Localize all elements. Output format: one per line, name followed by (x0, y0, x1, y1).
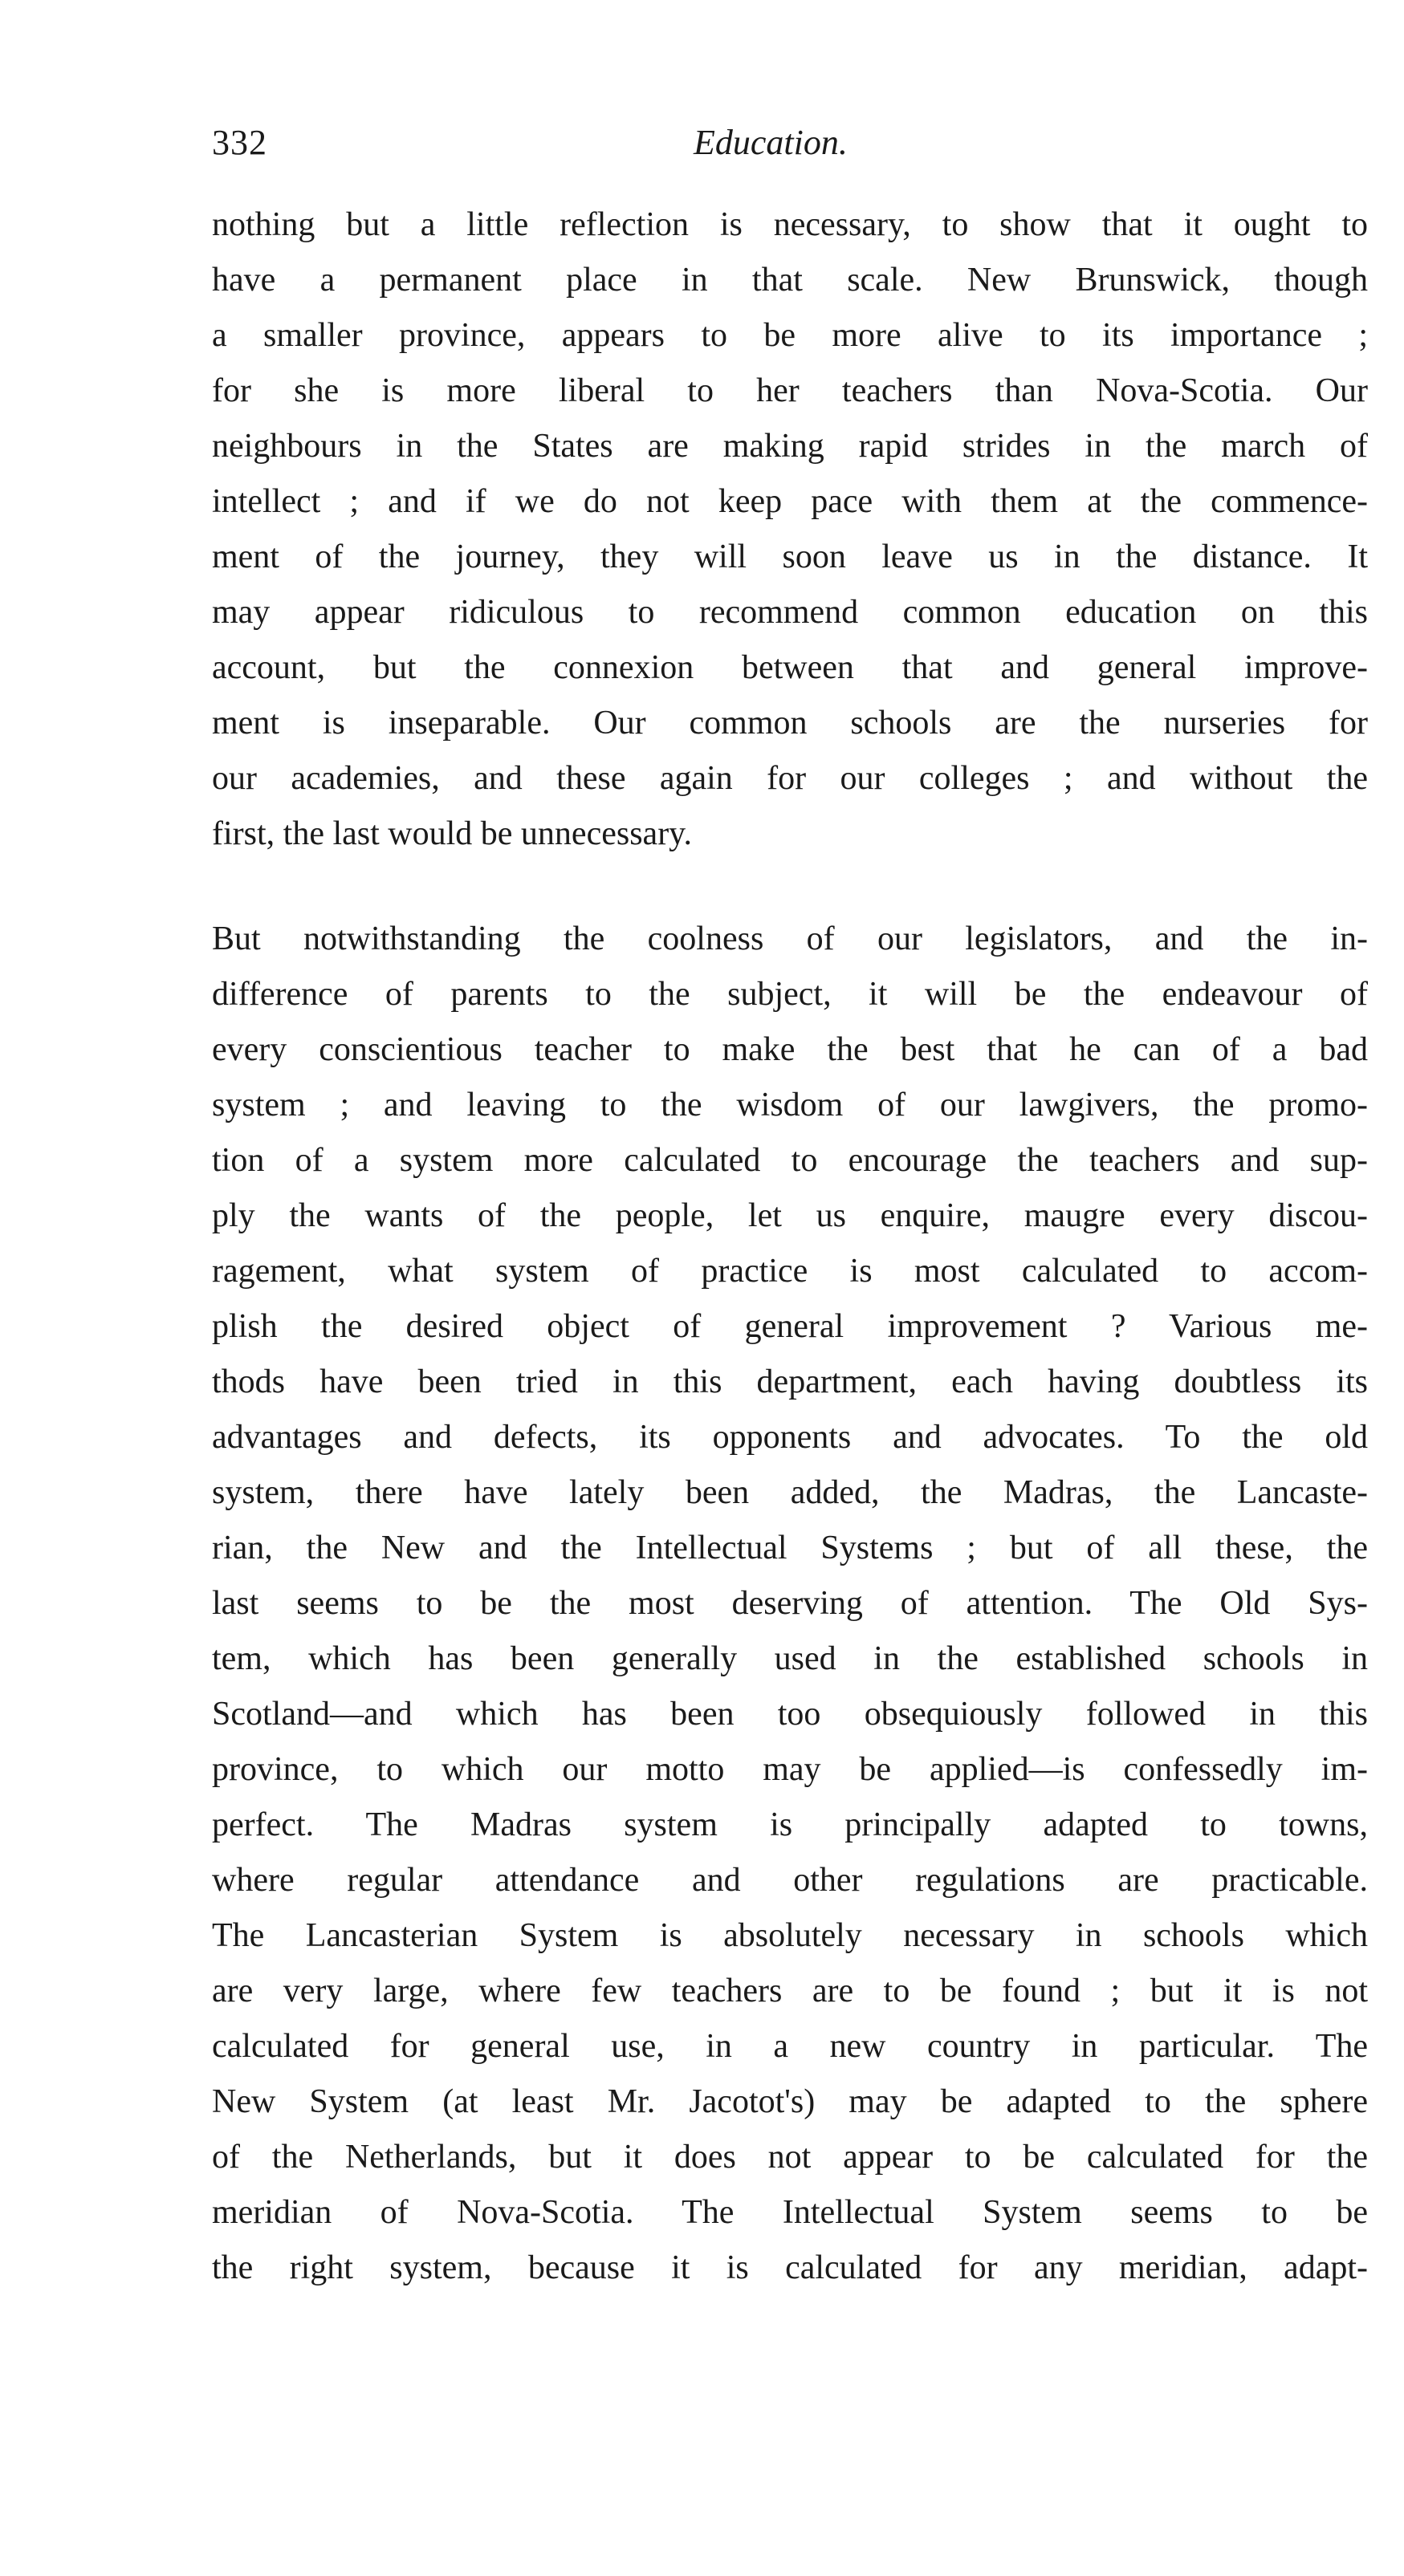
text-line: ragement, what system of practice is most calculated to accom- (212, 1253, 1368, 1290)
text-line: tion of a system more calculated to encourage the teachers and sup- (212, 1142, 1368, 1179)
text-line: may appear ridiculous to recommend common education on this (212, 594, 1368, 631)
text-line: tem, which has been generally used in the established schools in (212, 1640, 1368, 1677)
running-title: Education. (694, 123, 848, 162)
paragraph-1 (212, 197, 1368, 862)
text-line: for she is more liberal to her teachers than Nova-Scotia. Our (212, 372, 1368, 409)
text-line: are very large, where few teachers are to be found ; but it is not (212, 1973, 1368, 2009)
text-line: a smaller province, appears to be more alive to its importance ; (212, 317, 1368, 354)
text-line: where regular attendance and other regulations are practicable. (212, 1862, 1368, 1899)
text-line: ply the wants of the people, let us enquire, maugre every discou- (212, 1197, 1368, 1234)
text-line: province, to which our motto may be applied—is confessedly im- (212, 1751, 1368, 1788)
text-line: ment of the journey, they will soon leave us in the distance. It (212, 538, 1368, 575)
text-line: advantages and defects, its opponents and advocates. To the old (212, 1419, 1368, 1456)
text-line: rian, the New and the Intellectual Systems ; but of all these, the (212, 1530, 1368, 1566)
text-line: The Lancasterian System is absolutely necessary in schools which (212, 1917, 1368, 1954)
text-line: But notwithstanding the coolness of our legislators, and the in- (212, 920, 1368, 957)
text-line: calculated for general use, in a new country in particular. The (212, 2028, 1368, 2065)
text-line: our academies, and these again for our colleges ; and without the (212, 760, 1368, 797)
text-line: first, the last would be unnecessary. (212, 815, 692, 852)
text-line: New System (at least Mr. Jacotot's) may be adapted to the sphere (212, 2083, 1368, 2120)
text-line: last seems to be the most deserving of attention. The Old Sys- (212, 1585, 1368, 1622)
text-line: every conscientious teacher to make the best that he can of a bad (212, 1031, 1368, 1068)
text-line: neighbours in the States are making rapid strides in the march of (212, 428, 1368, 465)
text-line: of the Netherlands, but it does not appear to be calculated for the (212, 2139, 1368, 2176)
running-head (212, 122, 1360, 170)
text-line: meridian of Nova-Scotia. The Intellectual System seems to be (212, 2194, 1368, 2231)
page-number: 332 (212, 123, 267, 162)
text-line: thods have been tried in this department, each having doubtless its (212, 1363, 1368, 1400)
text-line: system ; and leaving to the wisdom of our lawgivers, the promo- (212, 1087, 1368, 1123)
text-line: ment is inseparable. Our common schools are the nurseries for (212, 705, 1368, 742)
text-line: account, but the connexion between that and general improve- (212, 649, 1368, 686)
text-line: the right system, because it is calculated for any meridian, adapt- (212, 2249, 1368, 2286)
text-line: perfect. The Madras system is principally adapted to towns, (212, 1806, 1368, 1843)
text-line: nothing but a little reflection is necessary, to show that it ought to (212, 206, 1368, 243)
text-line: difference of parents to the subject, it will be the endeavour of (212, 976, 1368, 1013)
text-line: Scotland—and which has been too obsequiously followed in this (212, 1696, 1368, 1733)
text-line: system, there have lately been added, the Madras, the Lancaste- (212, 1474, 1368, 1511)
text-line: intellect ; and if we do not keep pace with them at the commence- (212, 483, 1368, 520)
text-line: have a permanent place in that scale. New Brunswick, though (212, 262, 1368, 299)
paragraph-2 (212, 912, 1368, 2296)
text-line: plish the desired object of general improvement ? Various me- (212, 1308, 1368, 1345)
